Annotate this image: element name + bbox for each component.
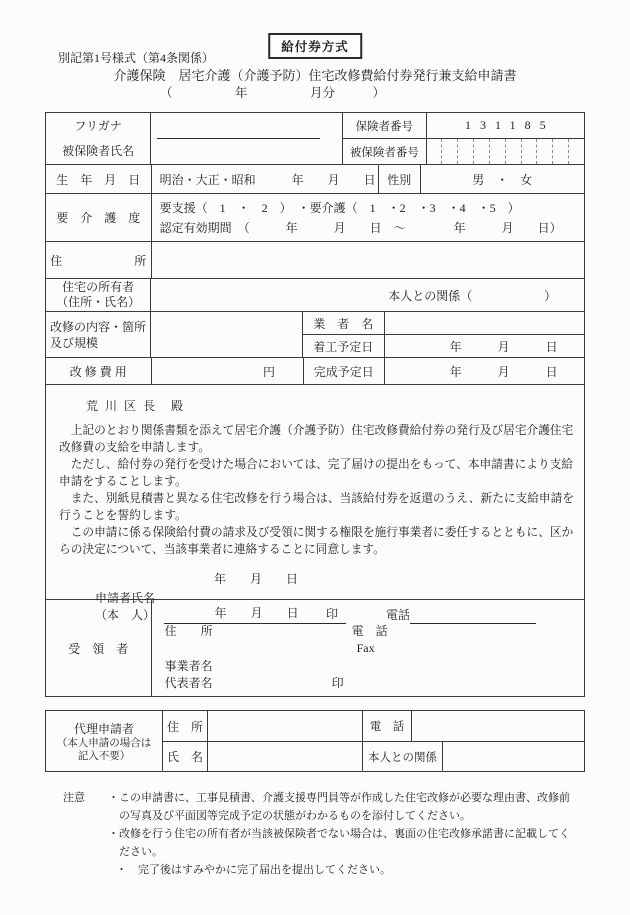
row-birthdate	[46, 164, 584, 193]
complete-date-input-cell[interactable]: 年 月 日	[384, 358, 584, 384]
notes-section	[63, 789, 575, 879]
renovation-label: 改修の内容・箇所	[50, 319, 147, 334]
start-date-row	[303, 334, 584, 357]
insured-name-label: 被保険者氏名	[62, 144, 135, 158]
proxy-phone-input-cell[interactable]	[411, 711, 584, 741]
voucher-method-badge: 給付券方式	[268, 33, 362, 59]
form-subtitle-period: （ 年 月分 ）	[160, 86, 386, 100]
recipient-fax-label: Fax	[356, 641, 375, 655]
vendor-label: 業 者 名	[313, 316, 374, 331]
complete-date-label: 完成予定日	[303, 358, 384, 384]
main-form-table	[45, 112, 585, 697]
proxy-address-row	[162, 711, 584, 741]
care-level-label: 要 介 護 度	[56, 211, 141, 225]
birthdate-label: 生 年 月 日	[56, 172, 141, 187]
recipient-representative-line	[152, 675, 584, 693]
applicant-label-line1: 申請者氏名	[94, 591, 155, 605]
home-owner-input-cell[interactable]	[150, 279, 584, 311]
furigana-label: フリガナ	[74, 119, 122, 133]
row-address	[46, 241, 584, 278]
form-title: 介護保険 居宅介護（介護予防）住宅改修費給付券発行兼支給申請書	[113, 68, 517, 83]
vendor-input-cell[interactable]	[384, 312, 584, 334]
notes-label: 注意	[63, 792, 85, 804]
recipient-phone-label: 電 話	[351, 623, 388, 638]
insured-number-label: 被保険者番号	[349, 146, 419, 159]
recipient-address-label: 住 所	[164, 623, 213, 638]
row-renovation	[46, 311, 584, 357]
renovation-input-cell[interactable]	[150, 312, 302, 357]
declaration-paragraph: また、別紙見積書と異なる住宅改修を行う場合は、当該給付券を返還のうえ、新たに支給申請を行うことを誓約します。	[59, 492, 574, 522]
care-cert-period[interactable]: 認定有効期間 （ 年 月 日 ～ 年 月 日）	[159, 220, 562, 235]
applicant-phone-label: 電話	[386, 608, 411, 622]
insurer-number-value: 131185	[426, 113, 584, 138]
note-item: ・この申請書に、工事見積書、介護支援専門員等が作成した住宅改修が必要な理由書、改修前の写真及び平面図等完成予定の状態がわかるものを添付してください。	[108, 792, 570, 822]
row-insured-name	[46, 113, 584, 164]
application-date-field[interactable]: 年 月 日	[214, 572, 299, 586]
notes-list	[108, 789, 575, 879]
form-reference: 別記第1号様式（第4条関係）	[58, 51, 215, 65]
addressee: 荒 川 区 長 殿	[86, 399, 186, 413]
applicant-label-line2: （本 人）	[94, 608, 155, 622]
digit-box[interactable]	[489, 139, 505, 164]
digit-box[interactable]	[552, 139, 568, 164]
renovation-sublabel: 及び規模	[50, 335, 99, 350]
proxy-relation-label: 本人との関係	[362, 742, 442, 771]
proxy-label: 代理申請者	[73, 721, 134, 736]
digit-box[interactable]	[441, 139, 457, 164]
recipient-label: 受 領 者	[68, 641, 129, 656]
insured-name-label-cell	[46, 113, 150, 164]
recipient-seal-mark: 印	[331, 676, 344, 690]
digit-box[interactable]	[505, 139, 521, 164]
sex-label: 性別	[378, 165, 420, 193]
start-date-label: 着工予定日	[313, 339, 374, 354]
proxy-note-line2: 記入不要）	[77, 750, 131, 762]
address-label: 住 所	[50, 253, 147, 268]
declaration-paragraph: 上記のとおり関係書類を添えて居宅介護（介護予防）住宅改修費給付券の発行及び居宅介護住宅改修費の支給を申請します。	[59, 424, 574, 454]
home-owner-label: 住宅の所有者	[62, 280, 135, 294]
declaration-paragraph: ただし、給付券の発行を受けた場合においては、完了届けの提出をもって、本申請書により支給申請をすることします。	[59, 458, 574, 488]
row-declaration	[46, 384, 584, 622]
home-owner-label-cell	[46, 279, 150, 311]
form-header	[0, 0, 630, 112]
proxy-note-line1: （本人申請の場合は	[56, 737, 152, 749]
row-cost	[46, 357, 584, 384]
proxy-applicant-table	[45, 710, 585, 772]
numbers-block	[342, 113, 584, 164]
recipient-date-field[interactable]: 年 月 日	[214, 606, 299, 620]
start-date-input-cell[interactable]: 年 月 日	[384, 335, 584, 357]
recipient-business-label: 事業者名	[164, 658, 213, 673]
proxy-address-input-cell[interactable]	[207, 711, 362, 741]
proxy-phone-label: 電 話	[362, 711, 411, 741]
digit-box[interactable]	[473, 139, 489, 164]
row-recipient	[46, 599, 584, 696]
seal-mark: 印	[325, 607, 338, 621]
recipient-content-cell	[151, 600, 584, 696]
proxy-name-row	[162, 741, 584, 771]
note-item: ・ 完了後はすみやかに完了届出を提出してください。	[116, 864, 391, 876]
care-level-input-cell[interactable]	[151, 194, 584, 241]
digit-box[interactable]	[568, 139, 584, 164]
recipient-representative-label: 代表者名	[164, 676, 213, 690]
recipient-address-line	[152, 623, 584, 641]
row-care-level	[46, 193, 584, 241]
insured-name-input-cell[interactable]	[150, 113, 342, 164]
declaration-paragraph: この申請に係る保険給付費の請求及び受領に関する権限を施行事業者に委任するとともに、区からの決定について、当該事業者に連絡することに同意します。	[59, 526, 574, 556]
proxy-name-label: 氏 名	[162, 742, 207, 771]
proxy-fields-block	[162, 711, 584, 771]
home-owner-sublabel: （住所・氏名）	[56, 295, 141, 309]
care-level-options[interactable]: 要支援（ 1 ・ 2 ） ・要介護（ 1 ・2 ・3 ・4 ・5 ）	[159, 200, 520, 215]
proxy-label-cell	[46, 711, 162, 771]
cost-input-cell[interactable]	[151, 358, 303, 384]
row-home-owner	[46, 278, 584, 311]
insurer-number-row	[343, 113, 584, 138]
digit-box[interactable]	[536, 139, 552, 164]
insured-number-row	[343, 138, 584, 164]
cost-unit: 円	[262, 364, 275, 379]
furigana-rule-line[interactable]	[157, 138, 320, 139]
birthdate-input-cell[interactable]: 明治・大正・昭和 年 月 日	[151, 165, 378, 193]
renovation-label-cell	[46, 312, 150, 357]
note-item: ・改修を行う住宅の所有者が当該被保険者でない場合は、裏面の住宅改修承諾書に記載してください。	[108, 828, 570, 858]
insurer-number-label: 保険者番号	[355, 120, 414, 133]
proxy-relation-input-cell[interactable]	[442, 742, 584, 771]
digit-box[interactable]	[521, 139, 537, 164]
vendor-schedule-block	[302, 312, 584, 357]
vendor-row	[303, 312, 584, 334]
owner-relation-field[interactable]: 本人との関係（ ）	[388, 288, 557, 303]
proxy-address-label: 住 所	[162, 711, 207, 741]
insured-number-digit-boxes[interactable]	[426, 139, 584, 164]
digit-box[interactable]	[427, 139, 442, 164]
digit-box[interactable]	[457, 139, 473, 164]
declaration-paragraphs	[59, 422, 575, 558]
sex-choice-cell[interactable]: 男 ・ 女	[420, 165, 584, 193]
cost-label: 改 修 費 用	[69, 364, 127, 379]
proxy-name-input-cell[interactable]	[207, 742, 362, 771]
address-input-cell[interactable]	[151, 242, 584, 278]
